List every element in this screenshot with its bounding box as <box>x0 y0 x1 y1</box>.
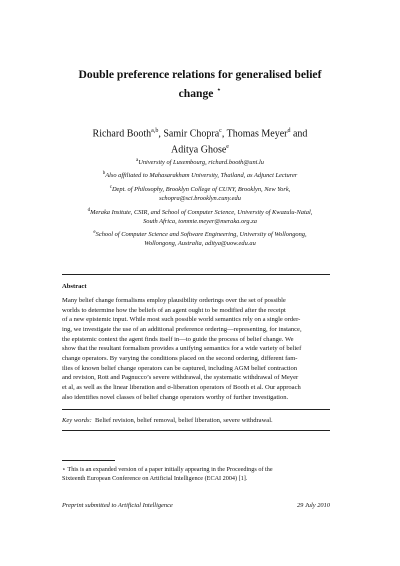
footnote: ⋆ This is an expanded version of a paper initially appearing in the Proceedings of the Sixteenth European Conference on Artificial Intelligence (ECAI 2004) [1]. <box>62 466 273 482</box>
author-name: Richard Booth <box>92 128 152 140</box>
affiliation-c: $^c$Dept. of Philosophy, Brooklyn College of CUNY, Brooklyn, New York, schopra@sci.brooklyn.cuny.edu <box>109 185 291 203</box>
abstract-line: Many belief change formalisms employ plausibility orderings over the set of possible <box>62 297 286 304</box>
author-sup: a,b <box>151 128 159 134</box>
keywords-label: Key words: <box>62 417 92 424</box>
paper-title <box>40 67 360 101</box>
title-line-1: Double preference relations for generalised belief <box>78 68 322 81</box>
abstract-line: and revision, Rott and Pagnucco’s severe withdrawal, the systematic withdrawal of Meyer <box>62 374 299 382</box>
author-name: Aditya Ghose <box>171 144 227 156</box>
keywords-bottom-rule <box>62 430 330 431</box>
abstract-heading: Abstract <box>62 283 87 290</box>
affiliation-a: $^a$University of Luxembourg, richard.booth@uni.lu <box>136 158 264 167</box>
keywords-text: Belief revision, belief removal, belief liberation, severe withdrawal. <box>95 417 273 424</box>
abstract-body <box>62 296 330 402</box>
author-sup: e <box>226 143 229 150</box>
keywords <box>62 416 330 425</box>
title-footnote-mark: ⋆ <box>216 85 222 94</box>
abstract-line: of a new epistemic input. While most such possible world semantics rely on a single order- <box>62 316 301 324</box>
abstract-line: ing, we investigate the use of an additional preference ordering—representing, for instance, <box>62 325 302 333</box>
abstract-line: show that the resultant formalism provides a unifying semantics for a wide variety of belief <box>62 345 302 353</box>
abstract-top-rule <box>62 274 330 275</box>
author-sup: d <box>287 128 291 134</box>
keywords-top-rule <box>62 409 330 410</box>
abstract-line: also identifies novel classes of belief change operators worthy of further investigation. <box>62 393 289 401</box>
author-line-2 <box>40 141 360 157</box>
author-name: Samir Chopra <box>163 128 220 140</box>
footnote-mark: ⋆ <box>62 466 66 473</box>
affiliation-e: $^e$School of Computer Science and Software Engineering, University of Wollongong, Wollongong, Australia, aditya@uow.edu.au <box>93 230 307 248</box>
abstract-line: the epistemic context the agent finds itself in—to guide the process of belief change. We <box>62 335 294 343</box>
preprint-note: Preprint submitted to Artificial Intelligence <box>62 502 173 509</box>
affiliation-d: $^d$Meraka Insitute, CSIR, and School of Computer Science, University of Kwazulu-Natal, South Africa, tommie.meyer@meraka.org.za <box>87 208 313 226</box>
title-line-2: change ⋆ <box>178 85 222 100</box>
abstract-line: ilies of known belief change operators can be captured, including AGM belief contraction <box>62 364 298 372</box>
author-list <box>40 125 360 157</box>
page-footer <box>62 502 330 509</box>
author-line-1: Richard Booth$^{a,b}$, Samir Chopra$^c$, Thomas Meyer$^d$ and <box>92 128 308 140</box>
abstract-line: et al, as well as the linear liberation and σ-liberation operators of Booth et al. Our approach <box>62 383 301 391</box>
footnote-rule <box>62 460 115 461</box>
abstract-line: worlds to determine how the beliefs of an agent ought to be modified after the receipt <box>62 306 286 314</box>
affiliation-b: $^b$Also affiliated to Mahasarakham University, Thailand, as Adjunct Lecturer <box>102 171 298 180</box>
author-name: Thomas Meyer <box>226 128 288 140</box>
preprint-date: 29 July 2010 <box>296 502 330 509</box>
author-sup: c <box>219 128 222 134</box>
abstract-line: change operators. By varying the conditions placed on the second ordering, different fam- <box>62 354 298 362</box>
